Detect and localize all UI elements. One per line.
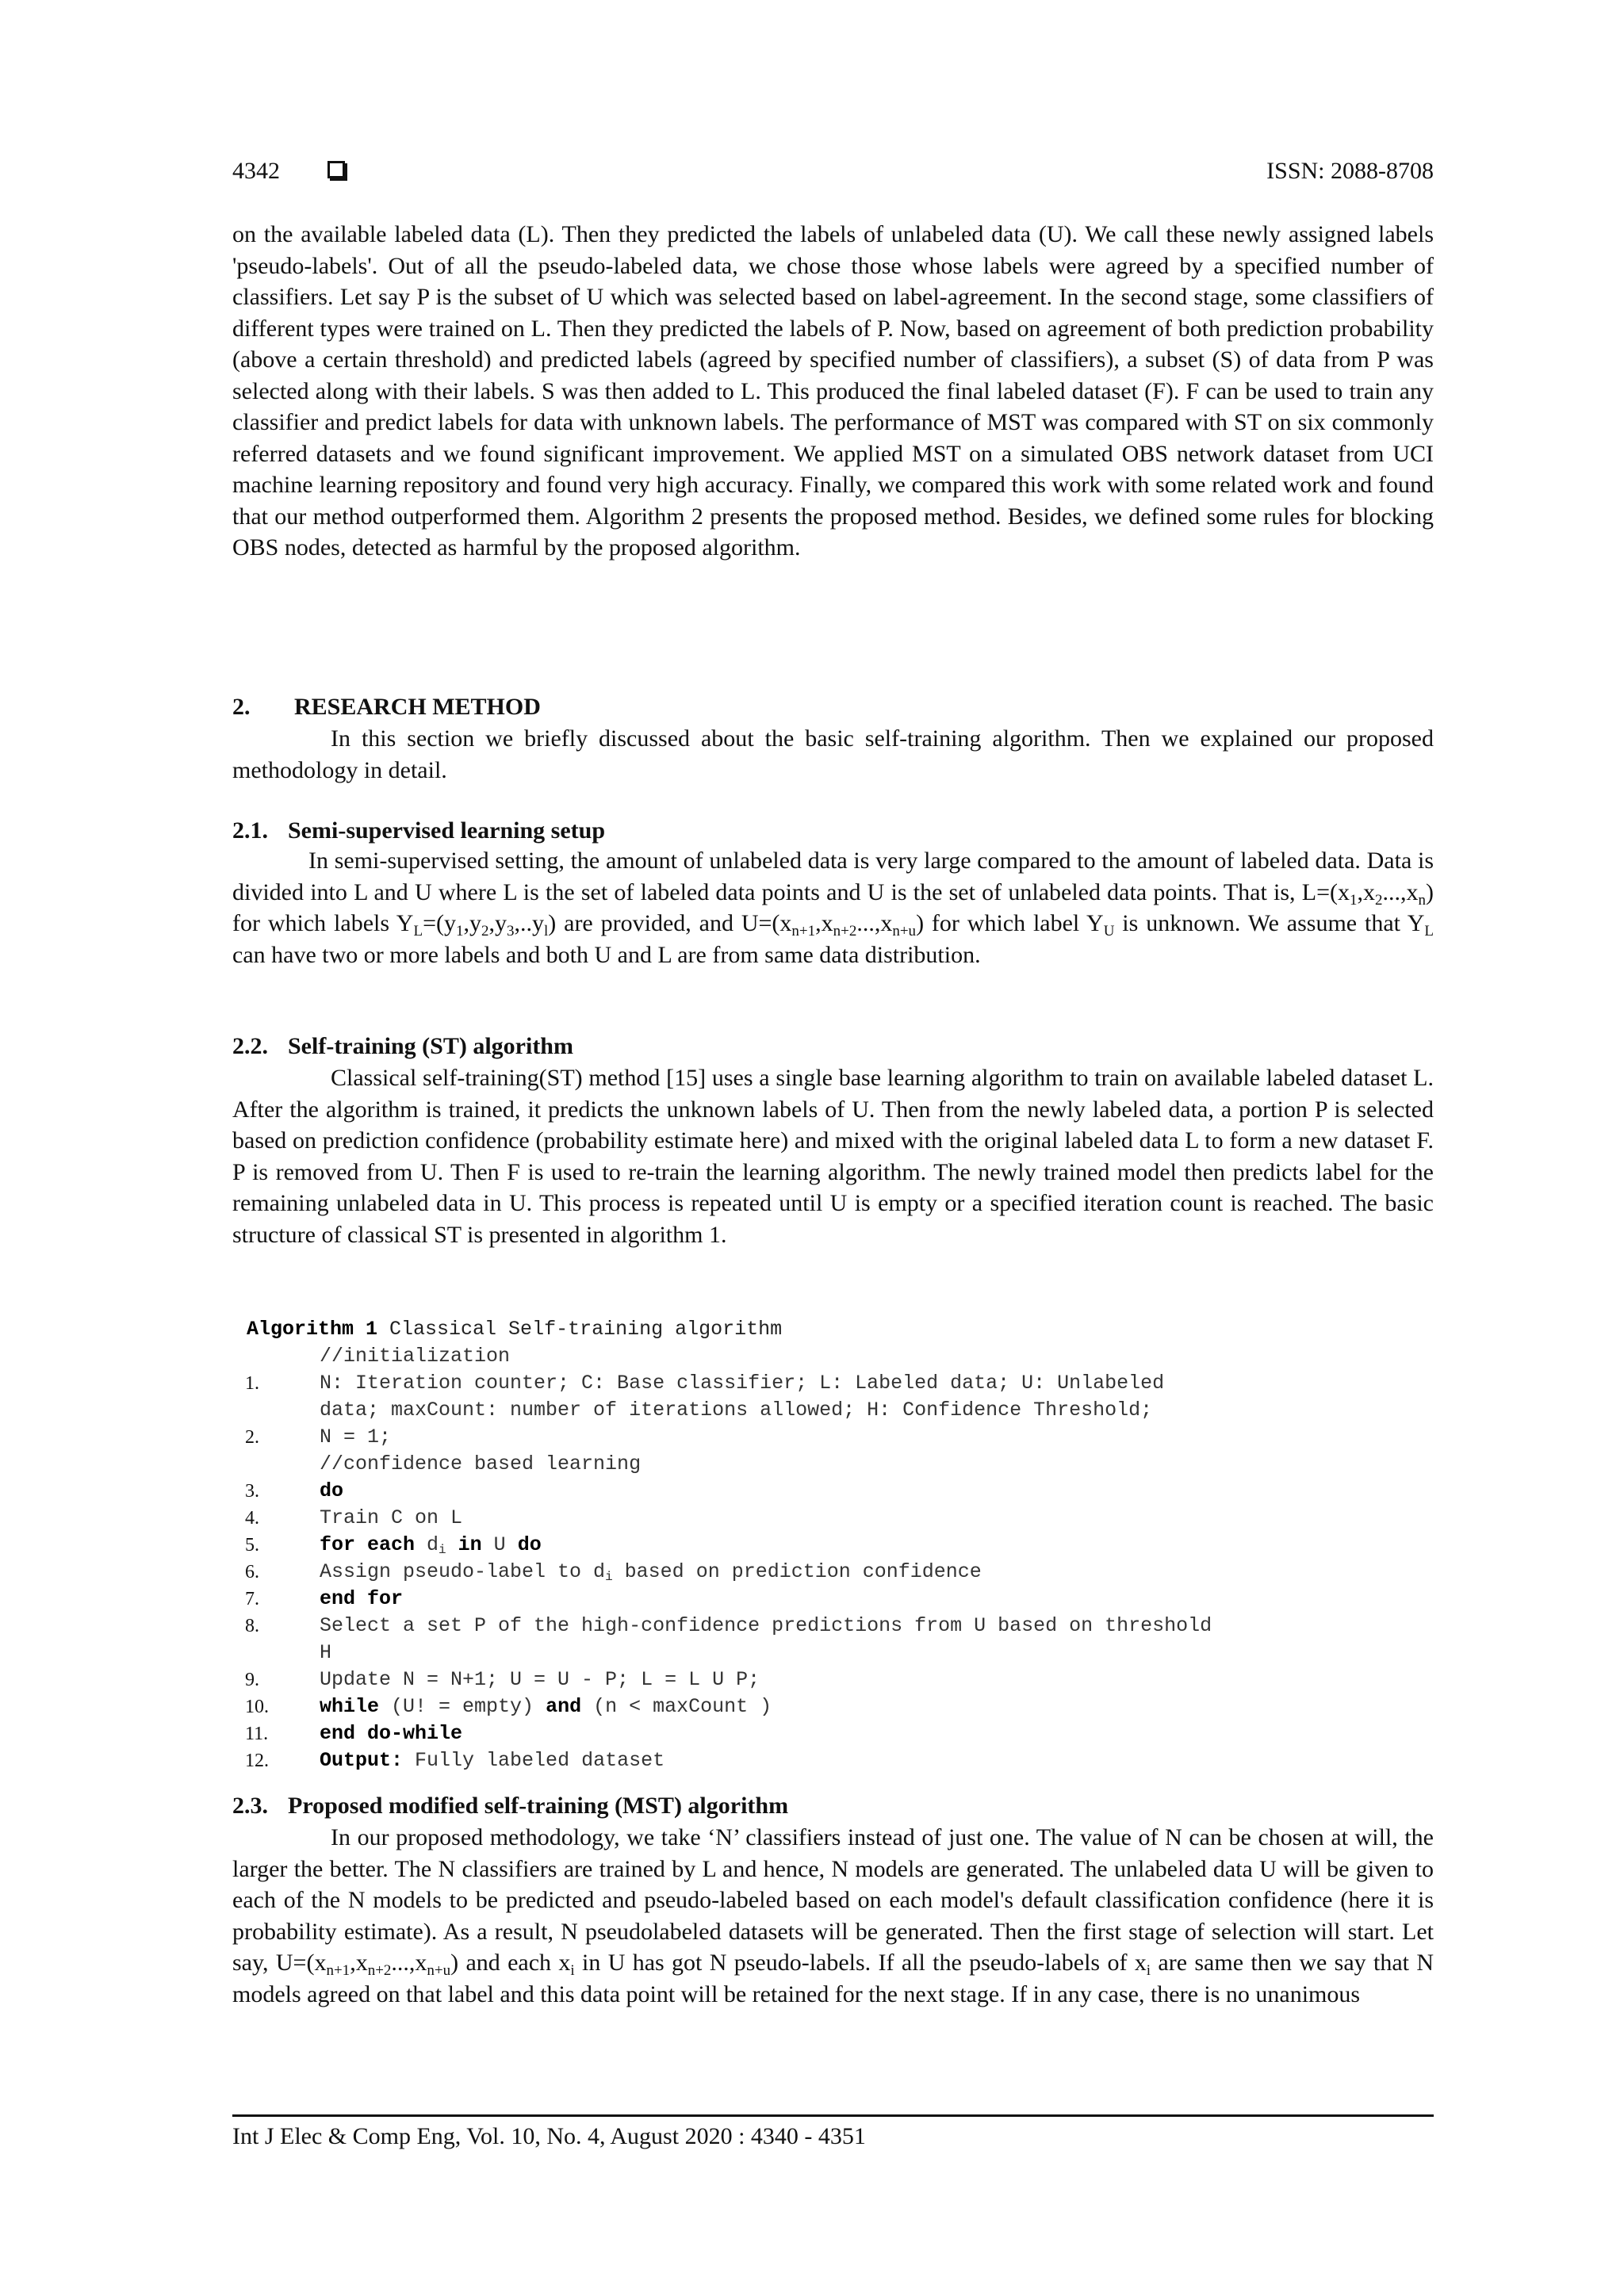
section-2-paragraph: In this section we briefly discussed about the basic self-training algorithm. Then we explained our proposed methodology in detail.: [232, 725, 1434, 783]
section-2-3-heading: [232, 1790, 788, 1822]
running-header: [232, 155, 1434, 190]
section-2-1-paragraph: In semi-supervised setting, the amount of unlabeled data is very large compared to the amount of labeled data. Data is divided into L and U where L is the set of labeled data points and U is the set of unlabeled data points. That is, $L=(x_1,x_2...,x_n)$ for which labels $Y_L=(y_1,y_2,y_3,..y_l)$ are provided, and $U=(x_{n+1},x_{n+2}...,x_{n+u})$ for which label $Y_U$ is unknown. We assume that $Y_L$ can have two or more labels and both U and L are from same data distribution.: [232, 848, 1434, 968]
algorithm-title: Algorithm 1 Classical Self-training algorithm: [247, 1318, 783, 1341]
algorithm-line: 6. Assign pseudo-label to $d_i$ based on prediction confidence: [245, 1560, 982, 1584]
square-bullet-icon: [327, 161, 345, 178]
section-title: Proposed modified self-training (MST) algorithm: [288, 1793, 789, 1819]
algorithm-line: 12. Output: Fully labeled dataset: [245, 1749, 665, 1772]
algorithm-line: 1. N: Iteration counter; C: Base classifier; L: Labeled data; U: Unlabeled: [245, 1372, 1165, 1395]
section-number: 2.3.: [232, 1793, 268, 1819]
intro-paragraph: on the available labeled data (L). Then they predicted the labels of unlabeled data (U). We call these newly assigned labels 'pseudo-labels'. Out of all the pseudo-labeled data, we chose those whose labels were agreed by a specified number of classifiers. Let say P is the subset of U which was selected based on label-agreement. In the second stage, some classifiers of different types were trained on L. Then they predicted the labels of P. Now, based on agreement of both prediction probability (above a certain threshold) and predicted labels (agreed by specified number of classifiers), a subset (S) of data from P was selected along with their labels. S was then added to L. This produced the final labeled dataset (F). F can be used to train any classifier and predict labels for data with unknown labels. The performance of MST was compared with ST on six commonly referred datasets and we found significant improvement. We applied MST on a simulated OBS network dataset from UCI machine learning repository and found very high accuracy. Finally, we compared this work with some related work and found that our method outperformed them. Algorithm 2 presents the proposed method. Besides, we defined some rules for blocking OBS nodes, detected as harmful by the proposed algorithm.: [232, 221, 1434, 561]
algorithm-line: 8. Select a set P of the high-confidence predictions from U based on threshold: [245, 1614, 1212, 1637]
section-title: Self-training (ST) algorithm: [288, 1033, 573, 1059]
issn: ISSN: 2088-8708: [1266, 158, 1434, 184]
algorithm-line: 7. end for: [245, 1587, 404, 1610]
section-2-heading: [232, 691, 541, 723]
algorithm-line: H: [320, 1641, 332, 1664]
algorithm-line: //initialization: [320, 1345, 511, 1368]
page-number: 4342: [232, 158, 280, 184]
algorithm-line: 11. end do-while: [245, 1722, 463, 1745]
algorithm-line: data; maxCount: number of iterations allowed; H: Confidence Threshold;: [320, 1399, 1153, 1422]
section-number: 2.: [232, 694, 251, 720]
footer-citation: Int J Elec & Comp Eng, Vol. 10, No. 4, August 2020 : 4340 - 4351: [232, 2123, 866, 2149]
section-2-2-paragraph: Classical self-training(ST) method [15] uses a single base learning algorithm to train on available labeled dataset L. After the algorithm is trained, it predicts the unknown labels of U. Then from the newly labeled data, a portion P is selected based on prediction confidence (probability estimate here) and mixed with the original labeled data L to form a new dataset F. P is removed from U. Then F is used to re-train the learning algorithm. The newly trained model then predicts label for the remaining unlabeled data in U. This process is repeated until U is empty or a specified iteration count is reached. The basic structure of classical ST is presented in algorithm 1.: [232, 1065, 1434, 1248]
algorithm-line: 10. while (U! = empty) and (n < maxCount ): [245, 1695, 772, 1718]
section-number: 2.2.: [232, 1033, 268, 1059]
algorithm-line: //confidence based learning: [320, 1452, 642, 1475]
section-title: Semi-supervised learning setup: [288, 817, 606, 844]
algorithm-line: 9. Update N = N+1; U = U - P; L = L U P;: [245, 1668, 760, 1691]
section-title: RESEARCH METHOD: [294, 694, 541, 720]
section-2-3-paragraph: In our proposed methodology, we take ‘N’ classifiers instead of just one. The value of N can be chosen at will, the larger the better. The N classifiers are trained by L and hence, N models are generated. The unlabeled data U will be given to each of the N models to be predicted and pseudo-labeled based on each model's default classification confidence (here it is probability estimate). As a result, N pseudolabeled datasets will be generated. Then the first stage of selection will start. Let say, $U=(x_{n+1},x_{n+2}...,x_{n+u})$ and each $x_i$ in U has got N pseudo-labels. If all the pseudo-labels of $x_i$ are same then we say that N models agreed on that label and this data point will be retained for the next stage. If in any case, there is no unanimous: [232, 1824, 1434, 2007]
algorithm-line: 3. do: [245, 1479, 344, 1502]
algorithm-line: 2. N = 1;: [245, 1425, 392, 1448]
section-number: 2.1.: [232, 817, 268, 844]
footer-divider: [232, 2114, 1434, 2117]
algorithm-line: 4. Train C on L: [245, 1506, 463, 1529]
section-2-1-heading: [232, 815, 605, 847]
algorithm-line: 5. for each $d_i$ in U do: [245, 1533, 542, 1557]
section-2-2-heading: [232, 1031, 573, 1062]
